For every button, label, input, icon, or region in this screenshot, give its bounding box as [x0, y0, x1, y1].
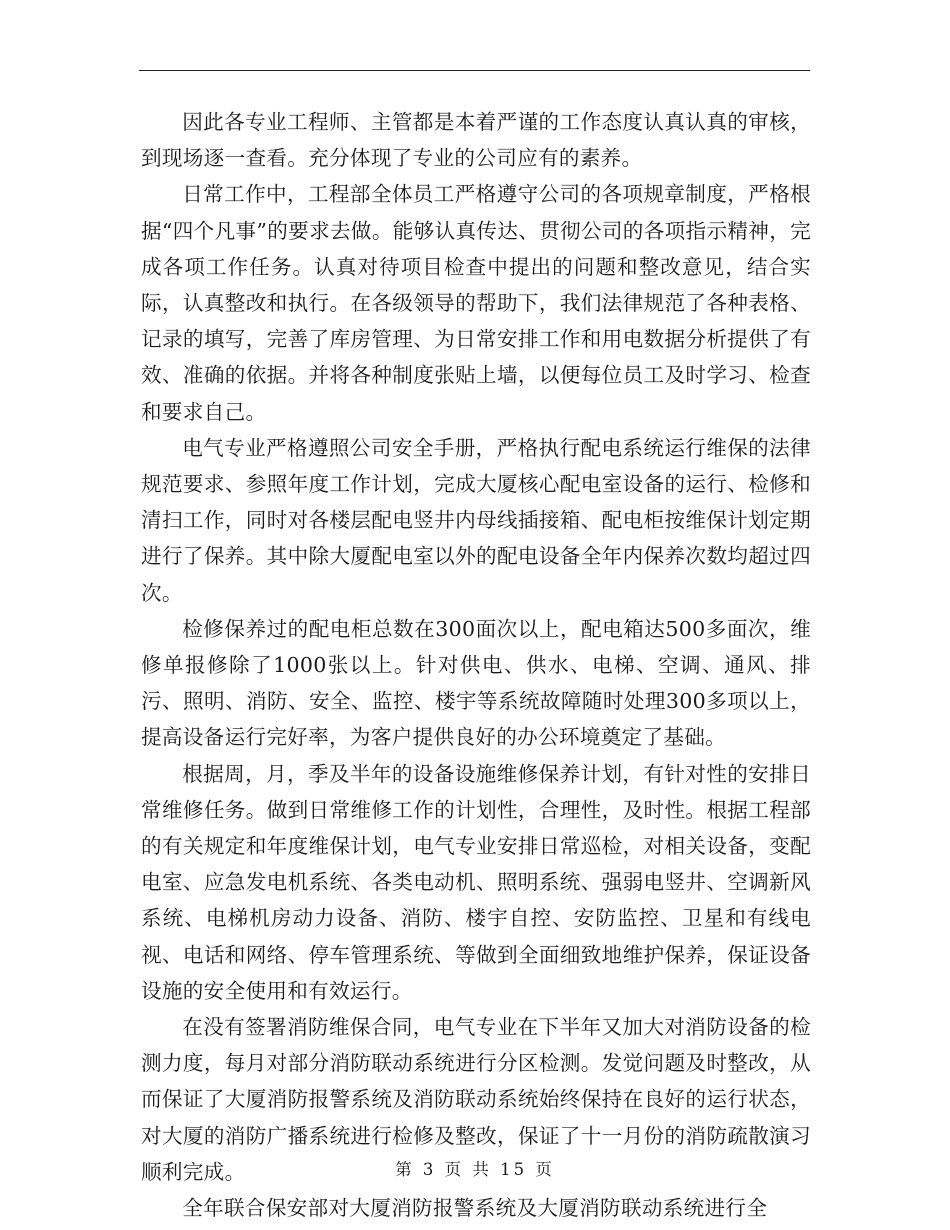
paragraph: 检修保养过的配电柜总数在300面次以上，配电箱达500多面次，维修单报修除了1000张以上。针对供电、供水、电梯、空调、通风、排污、照明、消防、安全、监控、楼宇等系统故障随时处理300多项以上，提高设备运行完好率，为客户提供良好的办公环境奠定了基础。: [141, 616, 811, 750]
paragraph: 根据周，月，季及半年的设备设施维修保养计划，有针对性的安排日常维修任务。做到日常维修工作的计划性，合理性，及时性。根据工程部的有关规定和年度维保计划，电气专业安排日常巡检，对相关设备，变配电室、应急发电机系统、各类电动机、照明系统、强弱电竖井、空调新风系统、电梯机房动力设备、消防、楼宇自控、安防监控、卫星和有线电视、电话和网络、停车管理系统、等做到全面细致地维护保养，保证设备设施的安全使用和有效运行。: [141, 761, 811, 1003]
page-footer: 第 3 页 共 15 页: [395, 1160, 555, 1179]
header-rule: [139, 70, 810, 71]
paragraph: 在没有签署消防维保合同，电气专业在下半年又加大对消防设备的检测力度，每月对部分消防联动系统进行分区检测。发觉问题及时整改，从而保证了大厦消防报警系统及消防联动系统始终保持在良好的运行状态，对大厦的消防广播系统进行检修及整改，保证了十一月份的消防疏散演习顺利完成。: [141, 1015, 811, 1184]
paragraph: 日常工作中，工程部全体员工严格遵守公司的各项规章制度，严格根据“四个凡事”的要求去做。能够认真传达、贯彻公司的各项指示精神，完成各项工作任务。认真对待项目检查中提出的问题和整改意见，结合实际，认真整改和执行。在各级领导的帮助下，我们法律规范了各种表格、记录的填写，完善了库房管理、为日常安排工作和用电数据分析提供了有效、准确的依据。并将各种制度张贴上墙，以便每位员工及时学习、检查和要求自己。: [141, 182, 811, 424]
paragraph: 因此各专业工程师、主管都是本着严谨的工作态度认真认真的审核，到现场逐一查看。充分体现了专业的公司应有的素养。: [141, 110, 811, 171]
paragraph: 全年联合保安部对大厦消防报警系统及大厦消防联动系统进行全: [182, 1196, 768, 1221]
document-body: [141, 104, 811, 1226]
paragraph: 电气专业严格遵照公司安全手册，严格执行配电系统运行维保的法律规范要求、参照年度工作计划，完成大厦核心配电室设备的运行、检修和清扫工作，同时对各楼层配电竖井内母线插接箱、配电柜按维保计划定期进行了保养。其中除大厦配电室以外的配电设备全年内保养次数均超过四次。: [141, 435, 811, 605]
